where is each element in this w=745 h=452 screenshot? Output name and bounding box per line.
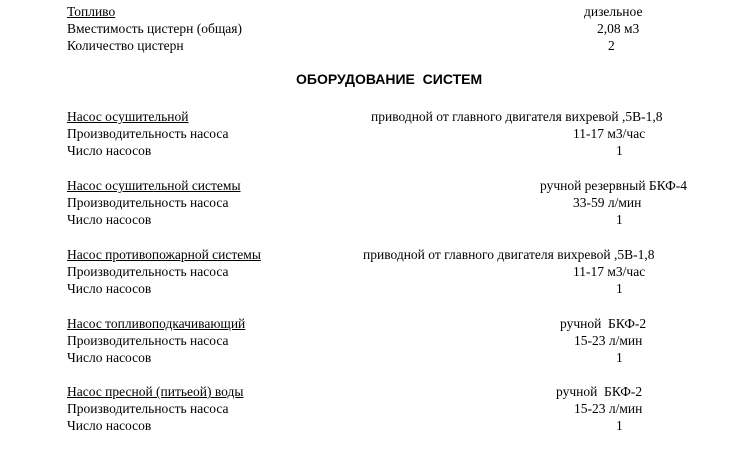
pump-type: ручной БКФ-2: [560, 316, 647, 331]
pump-capacity-label: Производительность насоса: [67, 126, 229, 141]
pump-type: приводной от главного двигателя вихревой ,5В-1,8: [371, 109, 663, 124]
pump-count-label: Число насосов: [67, 350, 152, 365]
pump-count-value: 1: [616, 143, 623, 158]
pump-count-label: Число насосов: [67, 418, 152, 433]
pump-title: Насос топливоподкачивающий: [67, 316, 246, 331]
pump-type: ручной резервный БКФ-4: [540, 178, 688, 193]
tank-capacity-value: 2,08 м3: [597, 21, 640, 36]
pump-capacity-label: Производительность насоса: [67, 401, 229, 416]
pump-type: ручной БКФ-2: [556, 384, 643, 399]
pump-capacity-value: 11-17 м3/час: [573, 264, 646, 279]
tank-count-label: Количество цистерн: [67, 38, 184, 53]
section-heading: ОБОРУДОВАНИЕ СИСТЕМ: [296, 71, 483, 87]
pump-capacity-value: 15-23 л/мин: [574, 333, 643, 348]
pump-count-value: 1: [616, 350, 623, 365]
pump-title: Насос осушительной системы: [67, 178, 241, 193]
fuel-value: дизельное: [584, 4, 643, 19]
pump-capacity-value: 15-23 л/мин: [574, 401, 643, 416]
tank-count-value: 2: [608, 38, 615, 53]
fuel-label: Топливо: [67, 4, 116, 19]
pump-count-value: 1: [616, 418, 623, 433]
pump-type: приводной от главного двигателя вихревой ,5В-1,8: [363, 247, 655, 262]
pump-count-value: 1: [616, 281, 623, 296]
pump-count-value: 1: [616, 212, 623, 227]
pump-title: Насос противопожарной системы: [67, 247, 261, 262]
pump-capacity-label: Производительность насоса: [67, 333, 229, 348]
pump-count-label: Число насосов: [67, 212, 152, 227]
tank-capacity-label: Вместимость цистерн (общая): [67, 21, 242, 36]
pump-capacity-label: Производительность насоса: [67, 264, 229, 279]
pump-title: Насос осушительной: [67, 109, 189, 124]
pump-count-label: Число насосов: [67, 281, 152, 296]
pump-title: Насос пресной (питьеой) воды: [67, 384, 244, 399]
pump-capacity-value: 11-17 м3/час: [573, 126, 646, 141]
pump-count-label: Число насосов: [67, 143, 152, 158]
pump-capacity-label: Производительность насоса: [67, 195, 229, 210]
pump-capacity-value: 33-59 л/мин: [573, 195, 642, 210]
